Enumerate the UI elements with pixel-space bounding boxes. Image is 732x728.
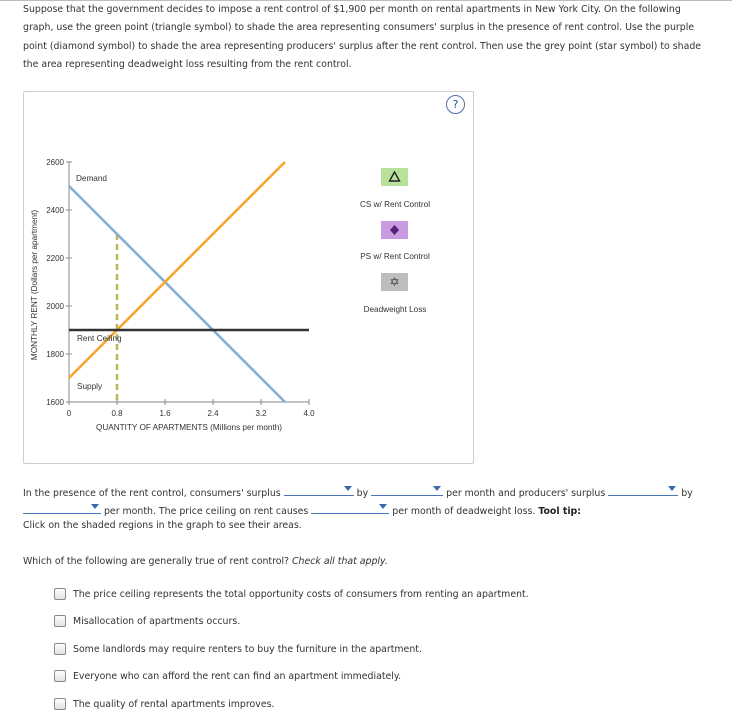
demand-curve xyxy=(69,186,285,402)
q1-text-4: by xyxy=(681,488,693,499)
option-label: Everyone who can afford the rent can find an apartment immediately. xyxy=(73,670,402,682)
chevron-down-icon xyxy=(91,504,99,509)
option-checkbox[interactable] xyxy=(54,643,66,655)
q1-text-5: per month. The price ceiling on rent causes xyxy=(103,506,309,517)
option-label: The quality of rental apartments improves. xyxy=(73,698,275,710)
cs-tool-label: CS w/ Rent Control xyxy=(359,200,431,209)
option-row[interactable] xyxy=(54,669,401,683)
option-checkbox[interactable] xyxy=(54,670,66,682)
option-checkbox[interactable] xyxy=(54,615,66,627)
question1-line2 xyxy=(23,502,713,517)
question1-line3 xyxy=(23,520,713,531)
tooltip-label: Tool tip: xyxy=(538,506,582,517)
option-label: Some landlords may require renters to buy the furniture in the apartment. xyxy=(73,643,422,655)
chevron-down-icon xyxy=(344,486,352,491)
y-tick-label: 2400 xyxy=(46,206,64,215)
supply-curve xyxy=(69,162,285,378)
option-label: Misallocation of apartments occurs. xyxy=(73,615,241,627)
chevron-down-icon xyxy=(379,504,387,509)
y-tick-label: 2000 xyxy=(46,302,64,311)
cs-tool[interactable] xyxy=(381,168,408,186)
y-tick-label: 1600 xyxy=(46,398,64,407)
option-row[interactable] xyxy=(54,642,422,656)
x-axis-label: QUANTITY OF APARTMENTS (Millions per month) xyxy=(95,423,283,432)
rent-ceiling-label: Rent Ceiling xyxy=(77,334,122,343)
y-tick-label: 2600 xyxy=(46,158,64,167)
ps-tool-label: PS w/ Rent Control xyxy=(360,252,430,261)
instructions-text: Suppose that the government decides to impose a rent control of $1,900 per month on rental apartments in New York City. On the following graph, use the green point (triangle symbol) to shade the area representing consumers' surplus in the presence of rent control. Use the purple point (diamond symbol) to shade the area representing producers' surplus after the rent control. Then use the grey point (star symbol) to shade the area representing deadweight loss resulting from the rent control. xyxy=(23,4,702,70)
cs-amount-dropdown[interactable] xyxy=(371,484,443,496)
option-checkbox[interactable] xyxy=(54,698,66,710)
q2-prompt-hint: Check all that apply. xyxy=(292,556,388,567)
supply-label: Supply xyxy=(77,382,103,391)
x-tick-label: 0.8 xyxy=(111,409,123,418)
option-row[interactable] xyxy=(54,614,240,628)
option-row[interactable] xyxy=(54,587,529,601)
q2-prompt-text: Which of the following are generally true of rent control? xyxy=(23,556,290,567)
x-tick-label: 1.6 xyxy=(159,409,171,418)
help-icon[interactable]: ? xyxy=(446,95,465,114)
option-row[interactable] xyxy=(54,697,274,711)
y-axis-label: MONTHLY RENT (Dollars per apartment) xyxy=(30,209,39,361)
dwl-tool[interactable] xyxy=(381,273,408,291)
x-tick-label: 0 xyxy=(66,409,72,418)
q1-text-6: per month of deadweight loss. xyxy=(392,506,536,517)
question1-line1 xyxy=(23,484,713,499)
tooltip-text: Click on the shaded regions in the graph to see their areas. xyxy=(23,520,302,531)
question2-prompt xyxy=(23,556,713,567)
x-tick-label: 4.0 xyxy=(303,409,315,418)
q1-text-2: by xyxy=(356,488,369,499)
ps-change-dropdown[interactable] xyxy=(608,484,678,496)
y-tick-label: 2200 xyxy=(46,254,64,263)
q1-text-3: per month and producers' surplus xyxy=(446,488,606,499)
star-icon[interactable]: ✡ xyxy=(389,275,400,289)
chevron-down-icon xyxy=(668,486,676,491)
ps-amount-dropdown[interactable] xyxy=(23,502,101,514)
cs-change-dropdown[interactable] xyxy=(284,484,354,496)
option-checkbox[interactable] xyxy=(54,588,66,600)
option-label: The price ceiling represents the total opportunity costs of consumers from renting an apartment. xyxy=(73,588,529,600)
x-tick-label: 3.2 xyxy=(255,409,267,418)
q1-text-1: In the presence of the rent control, consumers' surplus xyxy=(23,488,281,499)
x-tick-label: 2.4 xyxy=(207,409,219,418)
ps-tool[interactable] xyxy=(381,221,408,239)
dwl-amount-dropdown[interactable] xyxy=(311,502,389,514)
demand-label: Demand xyxy=(76,174,107,183)
dwl-tool-label: Deadweight Loss xyxy=(363,305,427,314)
chevron-down-icon xyxy=(433,486,441,491)
y-tick-label: 1800 xyxy=(46,350,64,359)
